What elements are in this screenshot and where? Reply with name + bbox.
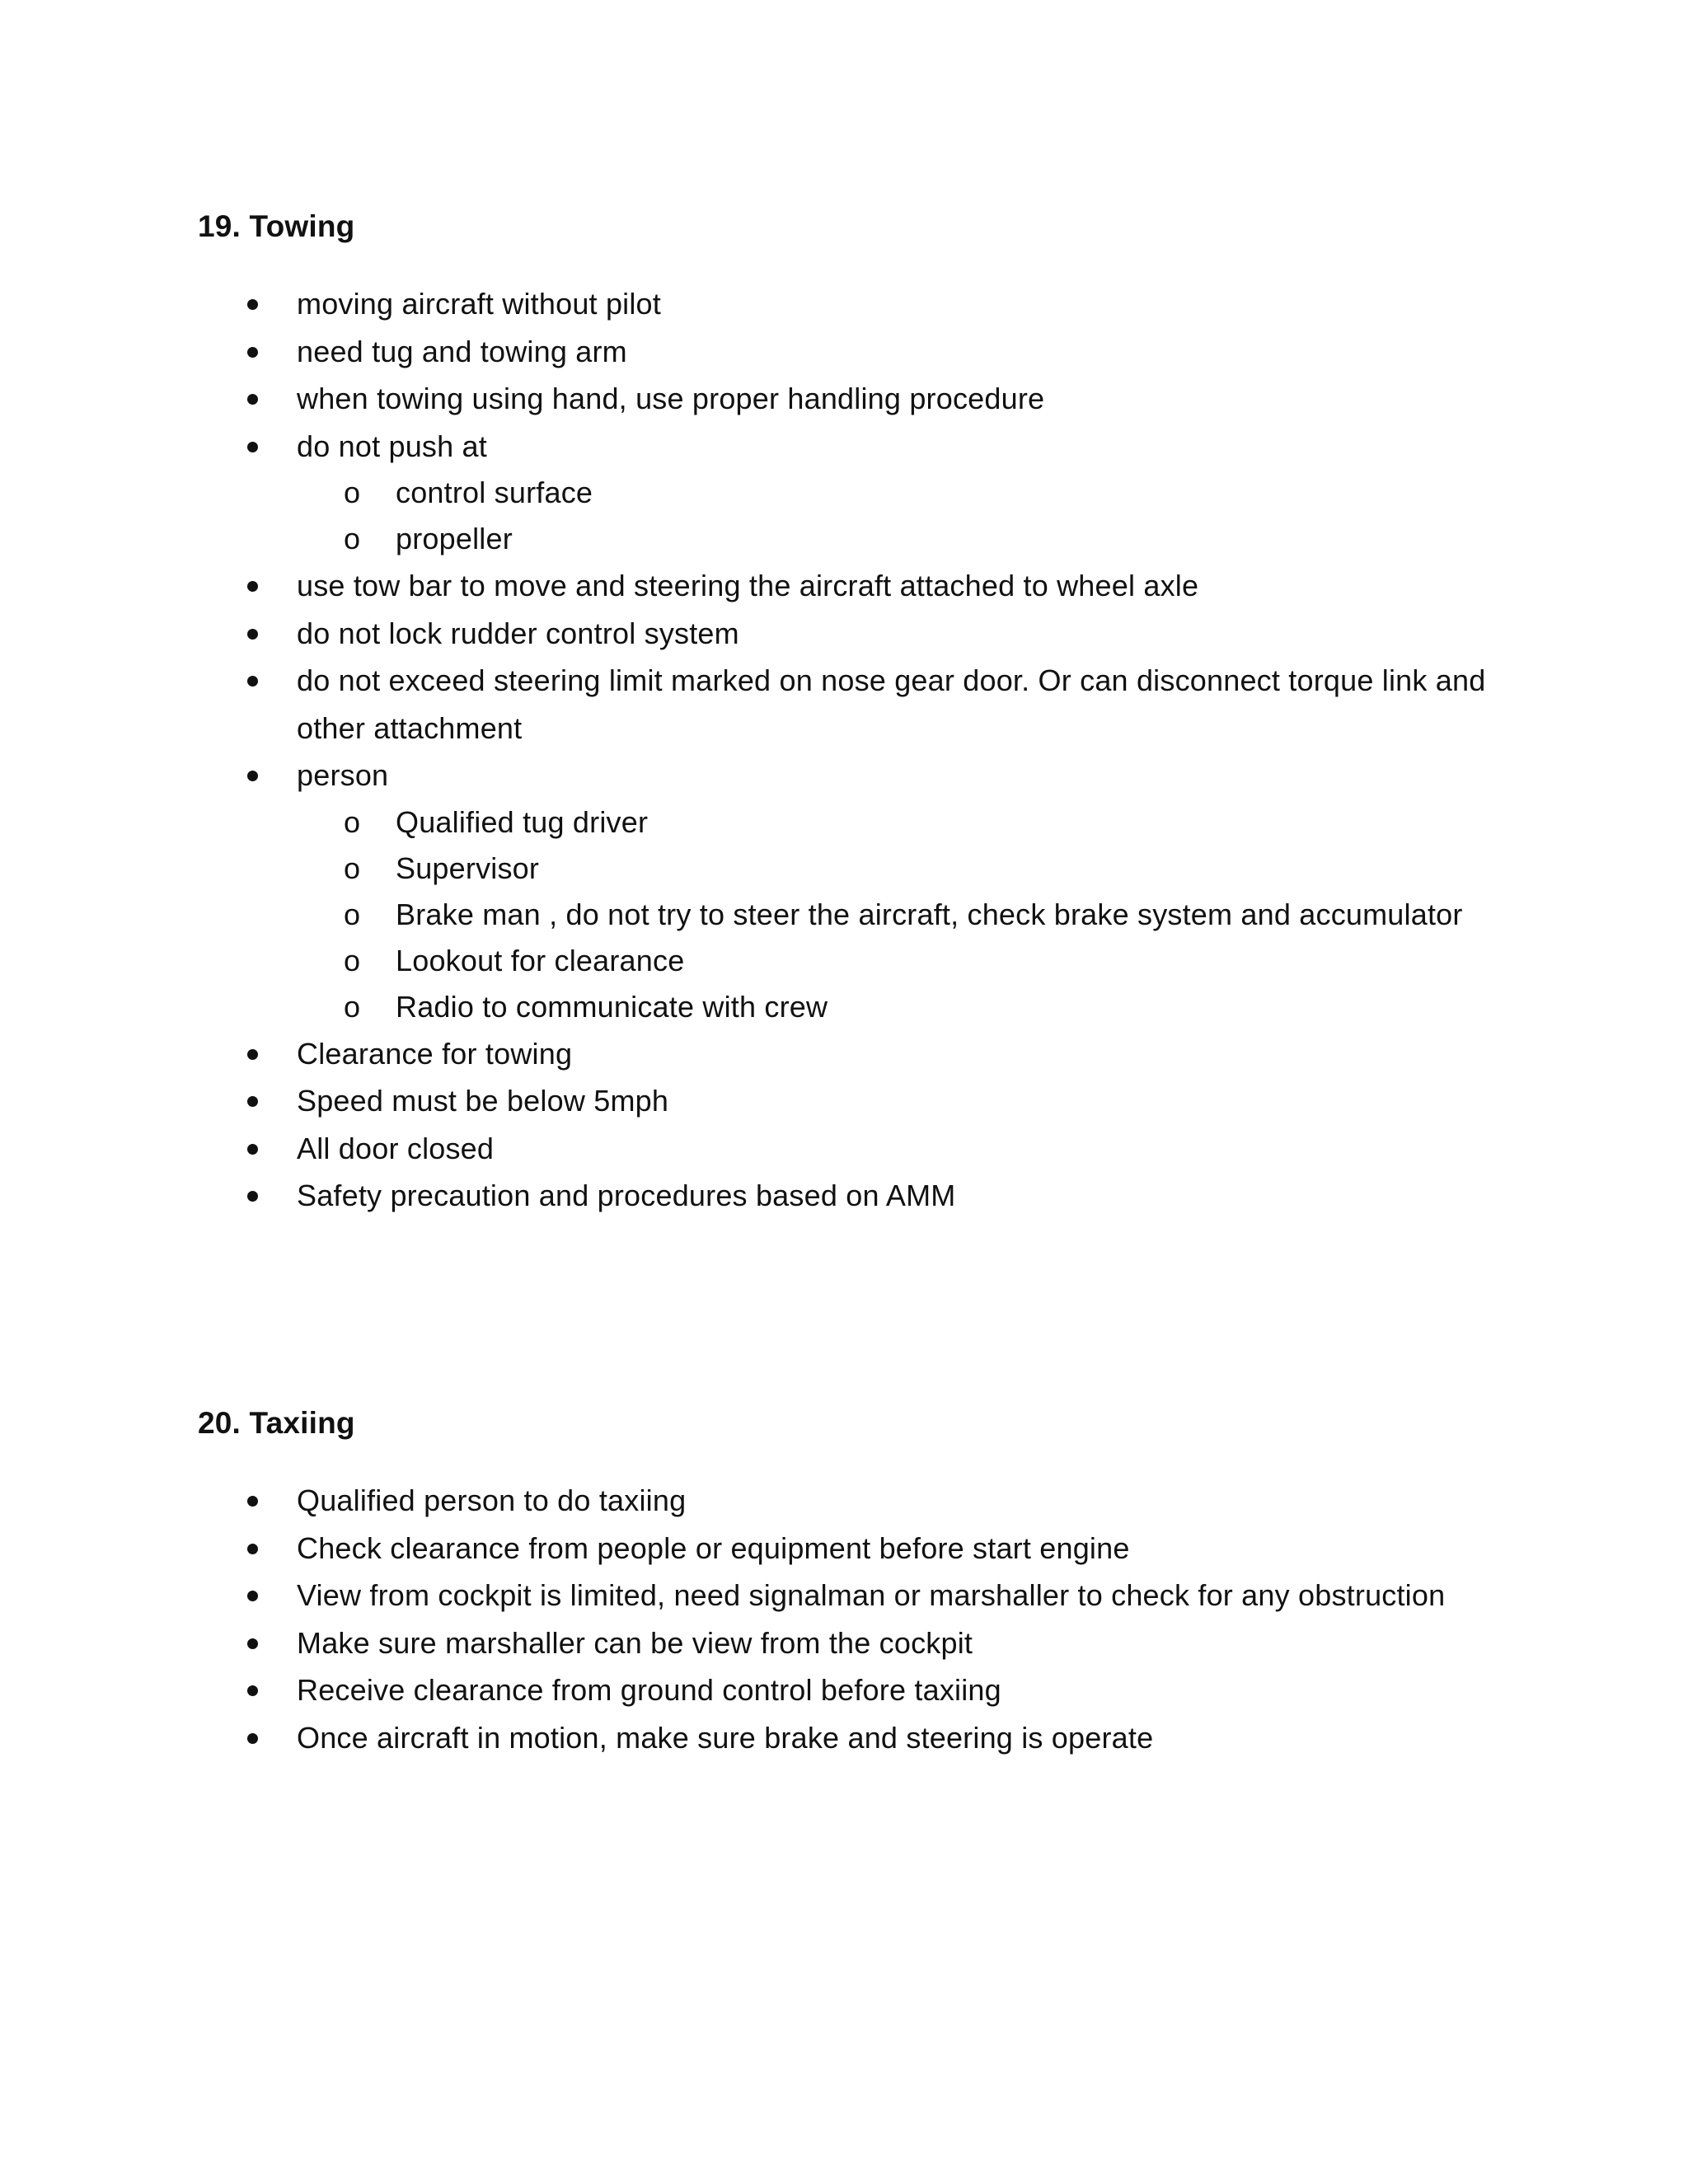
list-item-text: moving aircraft without pilot <box>297 287 661 321</box>
bullet-icon <box>247 299 258 310</box>
sub-list-item <box>297 470 1517 516</box>
circle-bullet-icon: o <box>344 943 361 977</box>
list-item <box>198 1666 1517 1714</box>
list-item-text: when towing using hand, use proper handling procedure <box>297 382 1045 415</box>
section-heading: 20. Taxiing <box>198 1406 355 1440</box>
bullet-icon <box>247 1191 258 1202</box>
sub-list-item-text: propeller <box>396 522 513 555</box>
bullet-icon <box>247 1733 258 1744</box>
circle-bullet-icon: o <box>344 851 361 885</box>
bullet-icon <box>247 394 258 405</box>
bullet-icon <box>247 1544 258 1554</box>
sub-list-item <box>297 799 1517 846</box>
list-item-text: Once aircraft in motion, make sure brake and steering is operate <box>297 1720 1154 1755</box>
bullet-icon <box>247 676 258 687</box>
sub-list <box>297 470 1517 562</box>
circle-bullet-icon: o <box>344 476 361 509</box>
list-item <box>198 1572 1517 1619</box>
list-item-text: View from cockpit is limited, need signalman or marshaller to check for any obstruction <box>297 1578 1446 1612</box>
list-item <box>198 1125 1517 1173</box>
list-item <box>198 657 1517 752</box>
list-item-text: Clearance for towing <box>297 1036 573 1071</box>
list-item <box>198 1714 1517 1762</box>
sub-list-item-text: Lookout for clearance <box>396 943 685 977</box>
bullet-icon <box>247 1591 258 1601</box>
bullet-icon <box>247 1049 258 1060</box>
list-item-text: do not push at <box>297 429 487 463</box>
list-item-text: need tug and towing arm <box>297 334 627 368</box>
bullet-icon <box>247 442 258 452</box>
list-item-text: do not exceed steering limit marked on nose gear door. Or can disconnect torque link and other attachment <box>297 663 1486 745</box>
list-item-text: Make sure marshaller can be view from the cockpit <box>297 1625 973 1660</box>
sub-list-item <box>297 938 1517 984</box>
circle-bullet-icon: o <box>344 522 361 555</box>
bullet-list <box>198 280 1517 1220</box>
sub-list-item <box>297 846 1517 892</box>
list-item <box>198 328 1517 376</box>
circle-bullet-icon: o <box>344 804 361 839</box>
bullet-icon <box>247 1096 258 1107</box>
list-item <box>198 1525 1517 1572</box>
bullet-icon <box>247 581 258 592</box>
circle-bullet-icon: o <box>344 989 361 1024</box>
bullet-icon <box>247 771 258 781</box>
list-item-text: do not lock rudder control system <box>297 616 739 650</box>
list-item <box>198 423 1517 563</box>
list-item-text: Check clearance from people or equipment before start engine <box>297 1530 1130 1565</box>
bullet-list <box>198 1477 1517 1761</box>
list-item-text: Safety precaution and procedures based on AMM <box>297 1179 956 1212</box>
sub-list <box>297 799 1517 1030</box>
bullet-icon <box>247 347 258 358</box>
section-taxiing <box>198 1403 1517 1761</box>
bullet-icon <box>247 1638 258 1649</box>
list-item-text: Speed must be below 5mph <box>297 1084 669 1118</box>
list-item-text: All door closed <box>297 1131 495 1165</box>
list-item <box>198 610 1517 658</box>
sub-list-item <box>297 892 1517 938</box>
list-item <box>198 1030 1517 1078</box>
sub-list-item <box>297 516 1517 562</box>
section-heading: 19. Towing <box>198 209 355 243</box>
bullet-icon <box>247 1685 258 1696</box>
list-item <box>198 562 1517 610</box>
bullet-icon <box>247 1496 258 1507</box>
sub-list-item-text: Radio to communicate with crew <box>396 989 828 1024</box>
sub-list-item-text: Qualified tug driver <box>396 804 649 839</box>
list-item <box>198 1477 1517 1525</box>
list-item <box>198 1172 1517 1220</box>
list-item <box>198 752 1517 1030</box>
list-item-text: Qualified person to do taxiing <box>297 1483 687 1517</box>
bullet-icon <box>247 1144 258 1155</box>
sub-list-item-text: Brake man , do not try to steer the aircraft, check brake system and accumulator <box>396 897 1463 931</box>
list-item <box>198 1077 1517 1125</box>
list-item <box>198 1619 1517 1667</box>
sub-list-item-text: control surface <box>396 476 593 509</box>
section-towing <box>198 206 1517 1220</box>
list-item <box>198 280 1517 328</box>
list-item-text: Receive clearance from ground control before taxiing <box>297 1673 1001 1707</box>
list-item-text: person <box>297 758 389 792</box>
sub-list-item-text: Supervisor <box>396 851 540 885</box>
list-item-text: use tow bar to move and steering the aircraft attached to wheel axle <box>297 569 1199 602</box>
list-item <box>198 375 1517 423</box>
sub-list-item <box>297 984 1517 1030</box>
circle-bullet-icon: o <box>344 897 361 931</box>
bullet-icon <box>247 629 258 640</box>
